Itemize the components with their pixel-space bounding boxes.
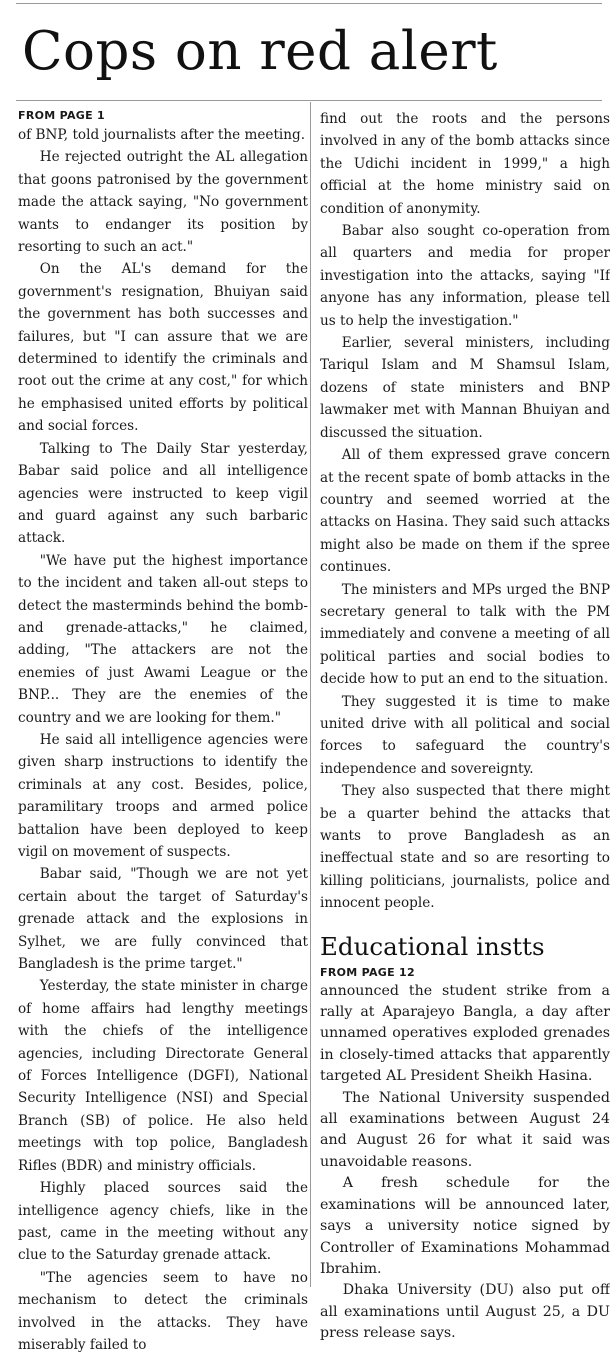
from-page-label: FROM PAGE 1: [18, 109, 106, 122]
headline: Cops on red alert: [22, 21, 498, 82]
right-column: [320, 108, 610, 1345]
article-paragraph: Yesterday, the state minister in charge of home affairs had lengthy meetings with the chiefs of the intelligence agencies, including Directorate General of Forces Intelligence (DGFI), National Security Intelligence (NSI) and Special Branch (SB) of police. He also held meetings with top police, Bangladesh Rifles (BDR) and ministry officials.: [18, 978, 308, 1174]
second-article-body: [320, 981, 610, 1345]
article-paragraph: He rejected outright the AL allegation that goons patronised by the government made the attack saying, "No government wants to endanger its position by resorting to such an act.": [18, 149, 308, 256]
article-paragraph: of BNP, told journalists after the meeting.: [18, 127, 306, 143]
second-article-paragraph: The National University suspended all examinations between August 24 and August 26 for what it said was unavoidable reasons.: [320, 1089, 610, 1170]
article-paragraph: The ministers and MPs urged the BNP secretary general to talk with the PM immediately and convene a meeting of all political parties and social bodies to decide how to put an end to the situation.: [320, 581, 610, 688]
article-paragraph: They also suspected that there might be a quarter behind the attacks that wants to prove Bangladesh as an ineffectual state and so are resorting to killing politicians, journalists, police and innocent people.: [320, 783, 610, 912]
second-article-paragraph: announced the student strike from a rally at Aparajeyo Bangla, a day after unnamed operatives exploded grenades in closely-timed attacks that apparently targeted AL President Sheikh Hasina.: [320, 982, 610, 1085]
article-paragraph: They suggested it is time to make united drive with all political and social forces to safeguard the country's independence and sovereignty.: [320, 693, 610, 777]
article-paragraph: All of them expressed grave concern at the recent spate of bomb attacks in the country and seemed worried at the attacks on Hasina. They said such attacks might also be made on them if the spree continues.: [320, 447, 610, 576]
article-paragraph: find out the roots and the persons involved in any of the bomb attacks since the Udichi incident in 1999," a high official at the home ministry said on condition of anonymity.: [320, 111, 610, 217]
second-article-paragraph: A fresh schedule for the examinations will be announced later, says a university notice signed by Controller of Examinations Mohammad Ibrahim.: [320, 1175, 610, 1277]
article-paragraph: Babar also sought co-operation from all quarters and media for proper investigation into the attacks, saying "If anyone has any information, please tell us to help the investigation.": [320, 223, 610, 329]
article-paragraph: He said all intelligence agencies were given sharp instructions to identify the criminals at any cost. Besides, police, paramilitary troops and armed police battalion have been deployed to keep vigil on movement of suspects.: [18, 731, 308, 860]
article-paragraph: "We have put the highest importance to the incident and taken all-out steps to detect the masterminds behind the bomb- and grenade-attacks," he claimed, adding, "The attackers are not the enemies of just Awami League or the BNP... They are the enemies of the country and we are looking for them.": [18, 552, 308, 726]
article-paragraph: Highly placed sources said the intelligence agency chiefs, like in the past, came in the meeting without any clue to the Saturday grenade attack.: [18, 1180, 308, 1264]
left-column: [18, 108, 308, 1356]
article-paragraph: Earlier, several ministers, including Tariqul Islam and M Shamsul Islam, dozens of state ministers and BNP lawmaker met with Mannan Bhuiyan and discussed the situation.: [320, 335, 610, 441]
second-article-paragraph: Dhaka University (DU) also put off all examinations until August 25, a DU press release says.: [320, 1282, 610, 1342]
article-paragraph: Babar said, "Though we are not yet certain about the target of Saturday's grenade attack and the explosions in Sylhet, we are fully convinced that Bangladesh is the prime target.": [18, 866, 308, 973]
article-paragraph: On the AL's demand for the government's resignation, Bhuiyan said the government has both successes and failures, but "I can assure that we are determined to identify the criminals and root out the crime at any cost," for which he emphasised united efforts by political and social forces.: [18, 261, 308, 435]
article-paragraph: Talking to The Daily Star yesterday, Babar said police and all intelligence agencies were instructed to keep vigil and guard against any such barbaric attack.: [18, 440, 308, 547]
second-headline: Educational instts: [320, 931, 545, 961]
headline-rule: [16, 100, 602, 101]
top-rule: [16, 3, 602, 4]
column-divider: [310, 102, 311, 1287]
second-from-page-label: FROM PAGE 12: [320, 965, 415, 979]
article-paragraph: "The agencies seem to have no mechanism to detect the criminals involved in the attacks. They have miserably failed to: [18, 1269, 308, 1353]
